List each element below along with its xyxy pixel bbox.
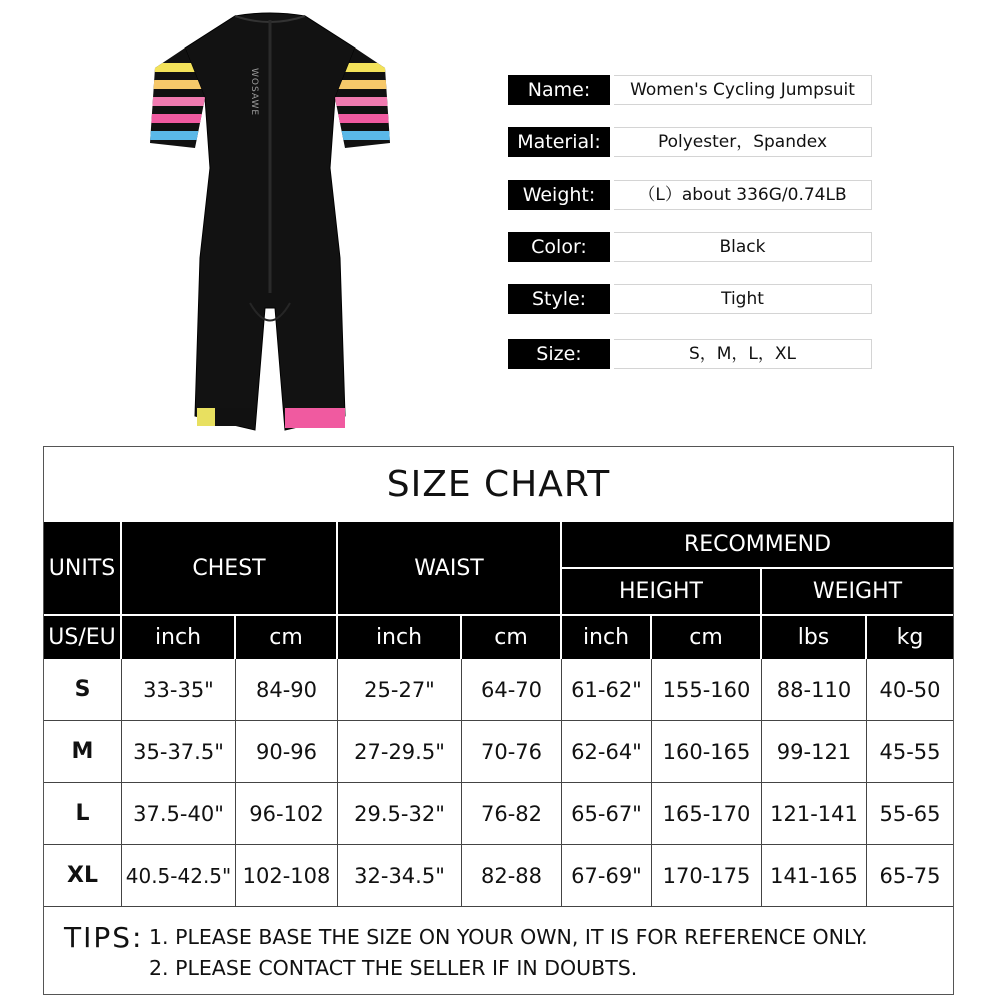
- spec-value: Women's Cycling Jumpsuit: [614, 75, 872, 105]
- spec-row-size: [508, 339, 873, 369]
- size-chart-title: SIZE CHART: [386, 464, 611, 505]
- weight-kg-cell: 55-65: [867, 783, 953, 845]
- weight-lbs-cell: 99-121: [762, 721, 867, 783]
- chest-cm-cell: 102-108: [236, 845, 338, 907]
- chest-cm-cell: 96-102: [236, 783, 338, 845]
- height-inch-cell: 62-64": [562, 721, 652, 783]
- spec-label: Color:: [508, 232, 610, 262]
- unit-label: cm: [652, 614, 762, 659]
- height-inch-cell: 65-67": [562, 783, 652, 845]
- tips-section: [44, 909, 953, 995]
- spec-label: Material:: [508, 127, 610, 157]
- unit-label: inch: [338, 614, 462, 659]
- header-height: HEIGHT: [562, 569, 762, 614]
- size-label: S: [44, 659, 122, 721]
- spec-value: S，M，L，XL: [614, 339, 872, 369]
- spec-label: Style:: [508, 284, 610, 314]
- weight-kg-cell: 65-75: [867, 845, 953, 907]
- product-image: [140, 8, 400, 436]
- header-units: UNITS: [44, 522, 122, 614]
- waist-inch-cell: 25-27": [338, 659, 462, 721]
- size-label: M: [44, 721, 122, 783]
- spec-label: Name:: [508, 75, 610, 105]
- size-label: L: [44, 783, 122, 845]
- unit-label: cm: [462, 614, 562, 659]
- size-label: XL: [44, 845, 122, 907]
- waist-inch-cell: 29.5-32": [338, 783, 462, 845]
- chest-inch-cell: 37.5-40": [122, 783, 236, 845]
- waist-inch-cell: 27-29.5": [338, 721, 462, 783]
- header-chest: CHEST: [122, 522, 338, 614]
- spec-label: Size:: [508, 339, 610, 369]
- spec-row-style: [508, 284, 873, 314]
- unit-label: inch: [122, 614, 236, 659]
- spec-value: Polyester，Spandex: [614, 127, 872, 157]
- chest-inch-cell: 40.5-42.5": [122, 845, 236, 907]
- tip-line-2: 2. PLEASE CONTACT THE SELLER IF IN DOUBTS.: [149, 956, 638, 980]
- chest-inch-cell: 33-35": [122, 659, 236, 721]
- unit-label: lbs: [762, 614, 867, 659]
- header-weight: WEIGHT: [762, 569, 953, 614]
- waist-cm-cell: 64-70: [462, 659, 562, 721]
- chest-inch-cell: 35-37.5": [122, 721, 236, 783]
- height-cm-cell: 155-160: [652, 659, 762, 721]
- tip-line-1: 1. PLEASE BASE THE SIZE ON YOUR OWN, IT IS FOR REFERENCE ONLY.: [149, 925, 868, 949]
- weight-kg-cell: 45-55: [867, 721, 953, 783]
- spec-row-name: [508, 75, 873, 105]
- weight-kg-cell: 40-50: [867, 659, 953, 721]
- height-cm-cell: 165-170: [652, 783, 762, 845]
- chest-cm-cell: 84-90: [236, 659, 338, 721]
- waist-inch-cell: 32-34.5": [338, 845, 462, 907]
- height-inch-cell: 61-62": [562, 659, 652, 721]
- spec-value: Tight: [614, 284, 872, 314]
- height-cm-cell: 160-165: [652, 721, 762, 783]
- waist-cm-cell: 82-88: [462, 845, 562, 907]
- brand-logo: WOSAWE: [249, 68, 259, 117]
- size-chart: [43, 446, 954, 995]
- chest-cm-cell: 90-96: [236, 721, 338, 783]
- spec-value: （L）about 336G/0.74LB: [614, 180, 872, 210]
- height-cm-cell: 170-175: [652, 845, 762, 907]
- header-recommend: RECOMMEND: [562, 522, 953, 569]
- spec-row-color: [508, 232, 873, 262]
- weight-lbs-cell: 121-141: [762, 783, 867, 845]
- spec-row-material: [508, 127, 873, 157]
- unit-label: cm: [236, 614, 338, 659]
- header-waist: WAIST: [338, 522, 562, 614]
- weight-lbs-cell: 141-165: [762, 845, 867, 907]
- weight-lbs-cell: 88-110: [762, 659, 867, 721]
- waist-cm-cell: 70-76: [462, 721, 562, 783]
- spec-row-weight: [508, 180, 873, 210]
- spec-value: Black: [614, 232, 872, 262]
- height-inch-cell: 67-69": [562, 845, 652, 907]
- tips-label: TIPS:: [64, 921, 144, 954]
- waist-cm-cell: 76-82: [462, 783, 562, 845]
- unit-label: inch: [562, 614, 652, 659]
- unit-label: US/EU: [44, 614, 122, 659]
- unit-label: kg: [867, 614, 953, 659]
- spec-label: Weight:: [508, 180, 610, 210]
- jumpsuit-illustration: [140, 8, 400, 436]
